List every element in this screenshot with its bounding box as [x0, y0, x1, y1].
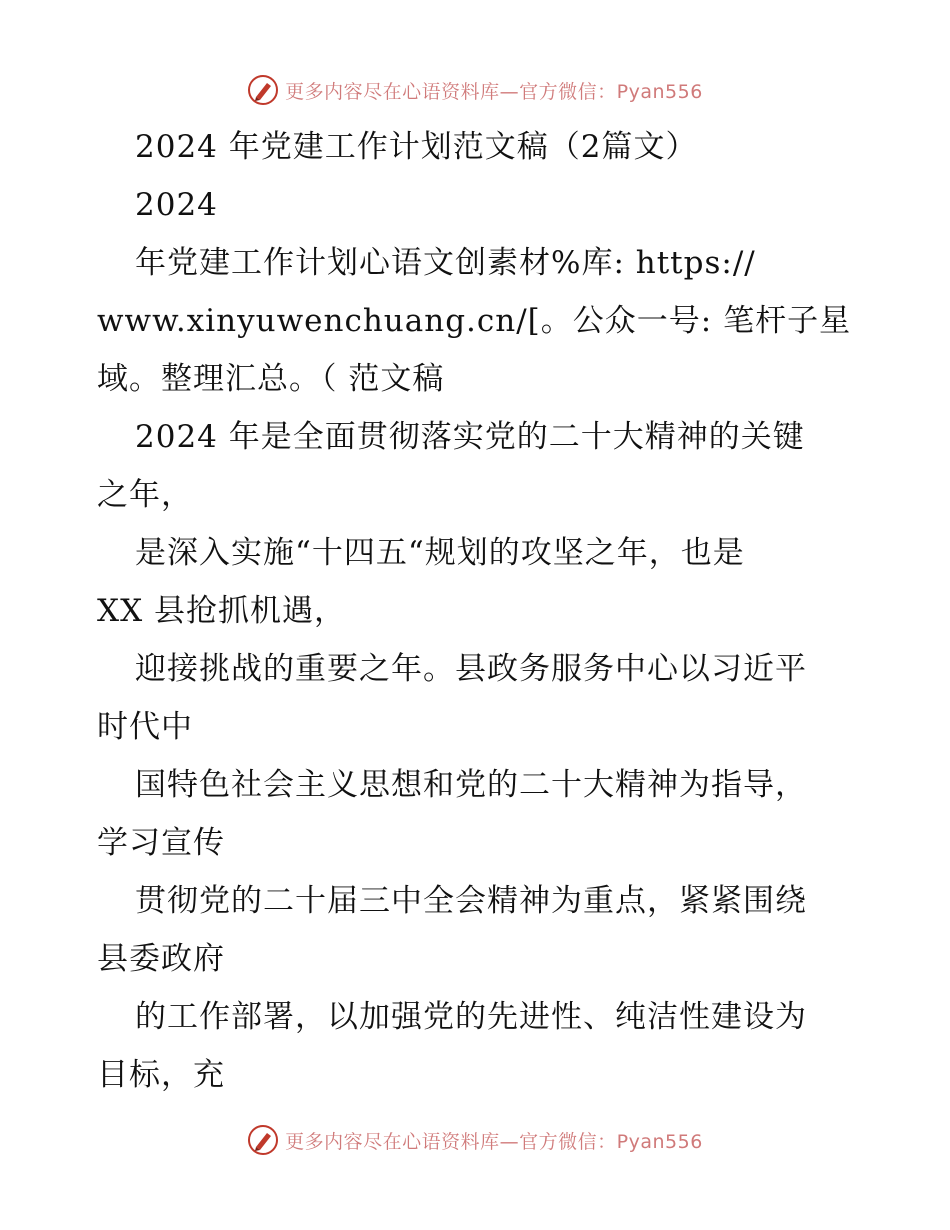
text-line: 贯彻党的二十届三中全会精神为重点，紧紧围绕 [135, 883, 807, 919]
text-line: 2024 年是全面贯彻落实党的二十大精神的关键 [135, 419, 805, 455]
text-line: 学习宣传 [97, 825, 225, 861]
header-banner [0, 70, 950, 110]
text-line: 时代中 [97, 709, 193, 745]
pen-logo-icon [247, 74, 279, 106]
header-banner-text: 更多内容尽在心语资料库—官方微信：Pyan556 [285, 80, 703, 103]
text-line: 国特色社会主义思想和党的二十大精神为指导， [135, 767, 807, 803]
text-line: 域。整理汇总。（ 范文稿 [97, 361, 445, 397]
text-line: 年党建工作计划心语文创素材%库: https:// [135, 245, 756, 281]
document-body [97, 118, 857, 1104]
text-line: 目标，充 [97, 1057, 225, 1093]
text-line: 迎接挑战的重要之年。县政务服务中心以习近平 [135, 651, 807, 687]
footer-banner-text: 更多内容尽在心语资料库—官方微信：Pyan556 [285, 1130, 703, 1153]
text-line: 之年， [97, 477, 193, 513]
text-line: 2024 [135, 187, 218, 223]
pen-logo-icon [247, 1124, 279, 1156]
text-line: 的工作部署，以加强党的先进性、纯洁性建设为 [135, 999, 807, 1035]
text-line: 2024 年党建工作计划范文稿（2篇文） [135, 129, 698, 165]
text-line: XX 县抢抓机遇， [97, 593, 346, 629]
text-line: 是深入实施“十四五“规划的攻坚之年，也是 [135, 535, 745, 571]
footer-banner [0, 1120, 950, 1160]
text-line: 县委政府 [97, 941, 225, 977]
text-line: www.xinyuwenchuang.cn/[。公众一号: 笔杆子星 [97, 303, 852, 339]
